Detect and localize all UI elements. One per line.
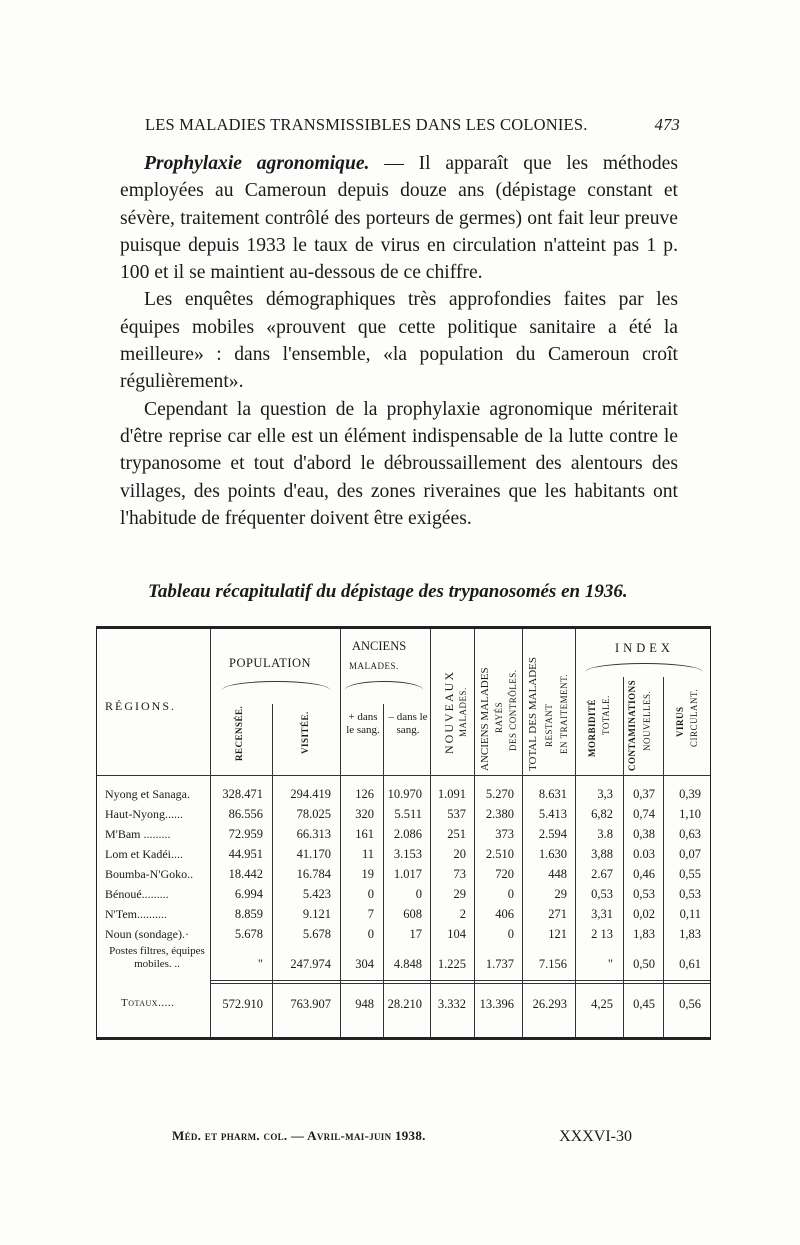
- region-cell: Noun (sondage).·: [105, 927, 189, 941]
- plus-cell: 19: [361, 867, 374, 881]
- visitee-cell: 16.784: [296, 867, 331, 881]
- header-regions: RÉGIONS.: [105, 699, 177, 713]
- total-visitee-cell: 763.907: [290, 997, 331, 1011]
- header-virus-sub: CIRCULANT.: [689, 688, 699, 747]
- plus-cell: 7: [367, 907, 374, 921]
- recensee-cell: 72.959: [228, 827, 263, 841]
- minus-cell: 3.153: [393, 847, 422, 861]
- virus-cell: 0,11: [679, 907, 701, 921]
- morbidite-cell: 2 13: [591, 927, 613, 941]
- virus-cell: 1,10: [679, 807, 701, 821]
- visitee-cell: 41.170: [296, 847, 331, 861]
- minus-cell: 1.017: [393, 867, 422, 881]
- recensee-cell: 18.442: [228, 867, 263, 881]
- header-plus-sang: + dans le sang.: [346, 711, 380, 736]
- nouveaux-cell: 251: [447, 827, 466, 841]
- plus-cell: 11: [361, 847, 374, 861]
- rayes-cell: 373: [495, 827, 514, 841]
- total-nouveaux-cell: 3.332: [437, 997, 466, 1011]
- region-cell: Postes filtres, équipes mobiles. ..: [109, 945, 205, 970]
- recensee-cell: 86.556: [228, 807, 263, 821]
- header-visitee: VISITÉE.: [300, 711, 310, 754]
- body-text: [120, 150, 678, 532]
- header-total-sub2: EN TRAITEMENT.: [559, 673, 569, 754]
- header-recensee: RECENSÉE.: [234, 705, 244, 761]
- population-brace: [222, 681, 330, 690]
- morbidite-cell: 6,82: [591, 807, 613, 821]
- visitee-cell: 78.025: [296, 807, 331, 821]
- recensee-cell: ": [257, 957, 263, 971]
- total-morbidite-cell: 4,25: [591, 997, 613, 1011]
- total-plus-cell: 948: [355, 997, 374, 1011]
- virus-cell: 0,55: [679, 867, 701, 881]
- minus-cell: 4.848: [393, 957, 422, 971]
- virus-cell: 0,63: [679, 827, 701, 841]
- visitee-cell: 5.423: [302, 887, 331, 901]
- col-rule: [272, 704, 273, 1037]
- minus-cell: 10.970: [387, 787, 422, 801]
- footer-signature: XXXVI-30: [559, 1128, 632, 1145]
- total-virus-cell: 0,56: [679, 997, 701, 1011]
- anciens-brace: [345, 681, 423, 690]
- visitee-cell: 66.313: [296, 827, 331, 841]
- total-rayes-cell: 13.396: [479, 997, 514, 1011]
- morbidite-cell: 3,88: [591, 847, 613, 861]
- table-caption: Tableau récapitulatif du dépistage des trypanosomés en 1936.: [148, 581, 628, 602]
- rayes-cell: 0: [507, 887, 514, 901]
- visitee-cell: 247.974: [290, 957, 331, 971]
- morbidite-cell: 2.67: [591, 867, 613, 881]
- col-rule: [340, 629, 341, 1037]
- nouveaux-cell: 20: [453, 847, 466, 861]
- morbidite-cell: ": [607, 957, 613, 971]
- visitee-cell: 5.678: [302, 927, 331, 941]
- contam-cell: 0,50: [633, 957, 655, 971]
- total-cell: 7.156: [538, 957, 567, 971]
- plus-cell: 0: [367, 927, 374, 941]
- section-heading: Prophylaxie agronomique.: [144, 153, 370, 174]
- total-minus-cell: 28.210: [387, 997, 422, 1011]
- contam-cell: 0,38: [633, 827, 655, 841]
- rayes-cell: 2.510: [485, 847, 514, 861]
- total-cell: 29: [554, 887, 567, 901]
- region-cell: N'Tem..........: [105, 907, 167, 921]
- contam-cell: 0,53: [633, 887, 655, 901]
- plus-cell: 0: [367, 887, 374, 901]
- plus-cell: 320: [355, 807, 374, 821]
- paragraph-3: Cependant la question de la prophylaxie agronomique mériterait d'être reprise car elle est un élément indispensable de la lutte contre le trypanosome et tout d'abord le débroussaillement des alentours des villages, des points d'eau, des zones riveraines que les habitants ont l'habitude de fréquenter doivent être exigées.: [120, 398, 678, 529]
- plus-cell: 304: [355, 957, 374, 971]
- subtotal-rule: [210, 980, 710, 981]
- paragraph-1-text: — Il apparaît que les méthodes employées au Cameroun depuis douze ans (dépistage constant et sévère, traitement contrôlé des porteurs de germes) ont fait leur preuve puisque depuis 1933 le taux de virus en circulation n'atteint pas 1 p. 100 et il se maintient au-dessous de ce chiffre.: [120, 153, 678, 284]
- total-cell: 121: [548, 927, 567, 941]
- header-index: INDEX: [615, 641, 674, 655]
- header-anciens: ANCIENS: [352, 639, 407, 653]
- virus-cell: 0,61: [679, 957, 701, 971]
- contam-cell: 0.03: [633, 847, 655, 861]
- header-morbidite-sub: TOTALE.: [601, 695, 611, 735]
- paragraph-1: [120, 150, 678, 286]
- visitee-cell: 294.419: [290, 787, 331, 801]
- col-rule: [383, 704, 384, 1037]
- running-title: LES MALADIES TRANSMISSIBLES DANS LES COLONIES.: [145, 115, 588, 134]
- nouveaux-cell: 104: [447, 927, 466, 941]
- plus-cell: 161: [355, 827, 374, 841]
- recensee-cell: 8.859: [234, 907, 263, 921]
- region-cell: Bénoué.........: [105, 887, 169, 901]
- morbidite-cell: 3,3: [597, 787, 613, 801]
- page-number: 473: [654, 115, 680, 134]
- summary-table: [96, 626, 711, 1040]
- total-cell: 448: [548, 867, 567, 881]
- rayes-cell: 0: [507, 927, 514, 941]
- contam-cell: 0,02: [633, 907, 655, 921]
- region-cell: Boumba-N'Goko..: [105, 867, 194, 881]
- recensee-cell: 328.471: [222, 787, 263, 801]
- total-cell: 1.630: [538, 847, 567, 861]
- rayes-cell: 5.270: [485, 787, 514, 801]
- contam-cell: 0,37: [633, 787, 655, 801]
- col-rule: [210, 629, 211, 1037]
- minus-cell: 2.086: [393, 827, 422, 841]
- minus-cell: 17: [409, 927, 422, 941]
- nouveaux-cell: 1.225: [437, 957, 466, 971]
- nouveaux-cell: 1.091: [437, 787, 466, 801]
- totals-label: Totaux.....: [121, 997, 175, 1009]
- header-virus: VIRUS: [675, 706, 685, 737]
- contam-cell: 0,46: [633, 867, 655, 881]
- contam-cell: 0,74: [633, 807, 655, 821]
- total-cell: 2.594: [538, 827, 567, 841]
- header-minus-sang: – dans le sang.: [388, 711, 428, 736]
- recensee-cell: 44.951: [228, 847, 263, 861]
- header-anciens-rayes: ANCIENS MALADES: [479, 667, 491, 771]
- total-recensee-cell: 572.910: [222, 997, 263, 1011]
- total-cell: 271: [548, 907, 567, 921]
- header-morbidite: MORBIDITÉ: [587, 698, 597, 757]
- header-nouveaux-sub: MALADES.: [458, 687, 468, 737]
- morbidite-cell: 0,53: [591, 887, 613, 901]
- rayes-cell: 720: [495, 867, 514, 881]
- total-cell: 8.631: [538, 787, 567, 801]
- nouveaux-cell: 537: [447, 807, 466, 821]
- header-total: TOTAL DES MALADES: [527, 656, 539, 771]
- region-cell: Haut-Nyong......: [105, 807, 183, 821]
- total-total-cell: 26.293: [532, 997, 567, 1011]
- virus-cell: 0,53: [679, 887, 701, 901]
- virus-cell: 0,07: [679, 847, 701, 861]
- region-cell: M'Bam .........: [105, 827, 171, 841]
- index-brace: [585, 663, 703, 672]
- minus-cell: 0: [415, 887, 422, 901]
- virus-cell: 0,39: [679, 787, 701, 801]
- header-anciens-malades: MALADES.: [349, 661, 399, 671]
- header-contaminations-sub: NOUVELLES.: [642, 690, 652, 751]
- rayes-cell: 406: [495, 907, 514, 921]
- subtotal-rule: [210, 983, 710, 984]
- virus-cell: 1,83: [679, 927, 701, 941]
- minus-cell: 608: [403, 907, 422, 921]
- header-total-sub: RESTANT: [544, 703, 554, 747]
- header-rayes-sub: RAYÉS: [494, 701, 504, 733]
- total-contam-cell: 0,45: [633, 997, 655, 1011]
- header-rayes-sub2: DES CONTRÔLES.: [508, 669, 518, 751]
- region-cell: Lom et Kadéi....: [105, 847, 183, 861]
- morbidite-cell: 3,31: [591, 907, 613, 921]
- col-rule: [430, 629, 431, 1037]
- header-population: POPULATION: [229, 656, 312, 670]
- col-rule: [575, 629, 576, 1037]
- region-cell: Nyong et Sanaga.: [105, 787, 190, 801]
- recensee-cell: 5.678: [234, 927, 263, 941]
- nouveaux-cell: 29: [453, 887, 466, 901]
- footer-journal: Méd. et pharm. col. — Avril-mai-juin 1938.: [172, 1128, 426, 1143]
- minus-cell: 5.511: [394, 807, 422, 821]
- col-rule: [522, 629, 523, 1037]
- total-cell: 5.413: [538, 807, 567, 821]
- nouveaux-cell: 73: [453, 867, 466, 881]
- recensee-cell: 6.994: [234, 887, 263, 901]
- col-rule: [474, 629, 475, 1037]
- rayes-cell: 1.737: [485, 957, 514, 971]
- visitee-cell: 9.121: [302, 907, 331, 921]
- rayes-cell: 2.380: [485, 807, 514, 821]
- header-contaminations: CONTAMINATIONS: [627, 679, 637, 771]
- plus-cell: 126: [355, 787, 374, 801]
- header-nouveaux: NOUVEAUX: [442, 670, 456, 754]
- nouveaux-cell: 2: [459, 907, 466, 921]
- paragraph-2: Les enquêtes démographiques très approfondies faites par les équipes mobiles «prouvent que cette politique sanitaire a été la meilleure» : dans l'ensemble, «la population du Cameroun croît régulièrement».: [120, 289, 678, 393]
- contam-cell: 1,83: [633, 927, 655, 941]
- morbidite-cell: 3.8: [597, 827, 613, 841]
- header-rule: [97, 775, 710, 776]
